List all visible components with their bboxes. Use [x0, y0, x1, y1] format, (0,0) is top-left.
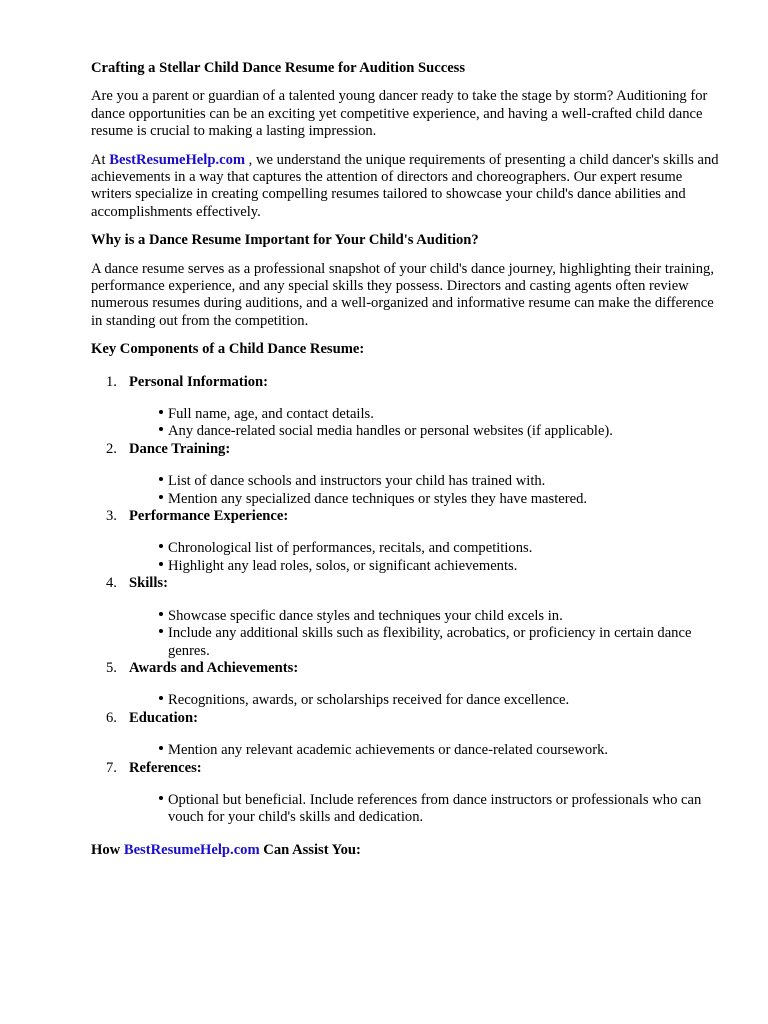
bullet-text: Mention any relevant academic achievements or dance-related coursework. — [168, 742, 609, 759]
bestresumehelp-link[interactable]: BestResumeHelp.com — [109, 151, 246, 168]
bullet-dot-icon — [159, 544, 163, 548]
bullet-dot-icon — [159, 562, 163, 566]
components-heading: Key Components of a Child Dance Resume: — [91, 341, 365, 358]
component-item — [91, 760, 721, 827]
bullet-text: Optional but beneficial. Include references from dance instructors or professionals who can vouch for your child's skills and dedication. — [168, 791, 702, 826]
bullet-dot-icon — [159, 612, 163, 616]
component-bullets — [91, 692, 721, 709]
bullet-dot-icon — [159, 495, 163, 499]
intro-paragraph: Are you a parent or guardian of a talented young dancer ready to take the stage by storm? Auditioning for dance opportunities can be an exciting yet competitive experience, and having a well-crafted child dance resume is crucial to making a lasting impression. — [91, 88, 708, 140]
component-title: Education: — [129, 709, 198, 726]
final-heading — [91, 842, 721, 859]
bullet-item — [168, 692, 713, 709]
bestresumehelp-link-footer[interactable]: BestResumeHelp.com — [123, 841, 260, 858]
component-number: 2. — [106, 440, 117, 457]
component-bullets — [91, 473, 721, 508]
company-paragraph — [91, 152, 721, 222]
bullet-item — [168, 625, 713, 660]
why-heading: Why is a Dance Resume Important for Your Child's Audition? — [91, 232, 479, 249]
bullet-text: Any dance-related social media handles or personal websites (if applicable). — [168, 423, 613, 440]
component-heading — [91, 441, 721, 458]
bullet-text: List of dance schools and instructors your child has trained with. — [168, 473, 546, 490]
bullet-item — [168, 742, 713, 759]
component-title: Personal Information: — [129, 373, 269, 390]
document-title: Crafting a Stellar Child Dance Resume for Audition Success — [91, 60, 466, 76]
bullet-text: Showcase specific dance styles and techniques your child excels in. — [168, 607, 563, 624]
final-heading-suffix: Can Assist You: — [259, 841, 361, 858]
component-heading — [91, 374, 721, 391]
component-heading — [91, 760, 721, 777]
component-item — [91, 660, 721, 710]
bullet-dot-icon — [159, 746, 163, 750]
component-number: 3. — [106, 508, 117, 525]
component-item — [91, 441, 721, 508]
component-item — [91, 710, 721, 760]
bullet-text: Include any additional skills such as flexibility, acrobatics, or proficiency in certain dance genres. — [168, 625, 692, 659]
company-paragraph-text: , we understand the unique requirements of presenting a child dancer's skills and achievements in a way that captures the attention of directors and choreographers. Our expert resume writers specialize in creating compelling resumes tailored to showcase your child's dance abilities and accomplishments effectively. — [91, 151, 719, 220]
component-item — [91, 508, 721, 575]
component-bullets — [91, 406, 721, 441]
component-number: 4. — [106, 575, 117, 592]
bullet-item — [168, 540, 713, 557]
component-bullets — [91, 792, 721, 827]
component-heading — [91, 660, 721, 677]
components-list — [91, 374, 721, 827]
bullet-text: Chronological list of performances, recitals, and competitions. — [168, 540, 533, 557]
bullet-item — [168, 608, 713, 625]
bullet-item — [168, 792, 713, 827]
component-title: References: — [129, 759, 202, 776]
bullet-dot-icon — [159, 410, 163, 414]
component-title: Skills: — [129, 575, 168, 592]
component-title: Performance Experience: — [129, 508, 289, 525]
document-page — [91, 60, 721, 859]
bullet-dot-icon — [159, 477, 163, 481]
bullet-text: Recognitions, awards, or scholarships received for dance excellence. — [168, 692, 570, 709]
component-number: 1. — [106, 373, 117, 390]
bullet-text: Highlight any lead roles, solos, or significant achievements. — [168, 557, 518, 574]
component-title: Dance Training: — [129, 440, 231, 457]
component-bullets — [91, 540, 721, 575]
final-heading-prefix: How — [91, 841, 124, 858]
bullet-item — [168, 558, 713, 575]
bullet-item — [168, 406, 713, 423]
bullet-dot-icon — [159, 427, 163, 431]
bullet-item — [168, 491, 713, 508]
component-number: 6. — [106, 709, 117, 726]
component-number: 7. — [106, 759, 117, 776]
component-item — [91, 374, 721, 441]
bullet-text: Full name, age, and contact details. — [168, 406, 374, 423]
component-heading — [91, 508, 721, 525]
component-heading — [91, 575, 721, 592]
bullet-text: Mention any specialized dance techniques or styles they have mastered. — [168, 490, 588, 507]
why-paragraph: A dance resume serves as a professional snapshot of your child's dance journey, highlighting their training, performance experience, and any special skills they possess. Directors and casting agents often review numerous resumes during auditions, and a well-organized and informative resume can make the difference in standing out from the competition. — [91, 260, 714, 329]
bullet-dot-icon — [159, 696, 163, 700]
bullet-item — [168, 473, 713, 490]
bullet-dot-icon — [159, 629, 163, 633]
bullet-item — [168, 423, 713, 440]
component-number: 5. — [106, 659, 117, 676]
component-title: Awards and Achievements: — [129, 659, 299, 676]
component-heading — [91, 710, 721, 727]
component-bullets — [91, 742, 721, 759]
component-bullets — [91, 608, 721, 660]
bullet-dot-icon — [159, 796, 163, 800]
component-item — [91, 575, 721, 660]
company-paragraph-prefix: At — [91, 151, 110, 168]
